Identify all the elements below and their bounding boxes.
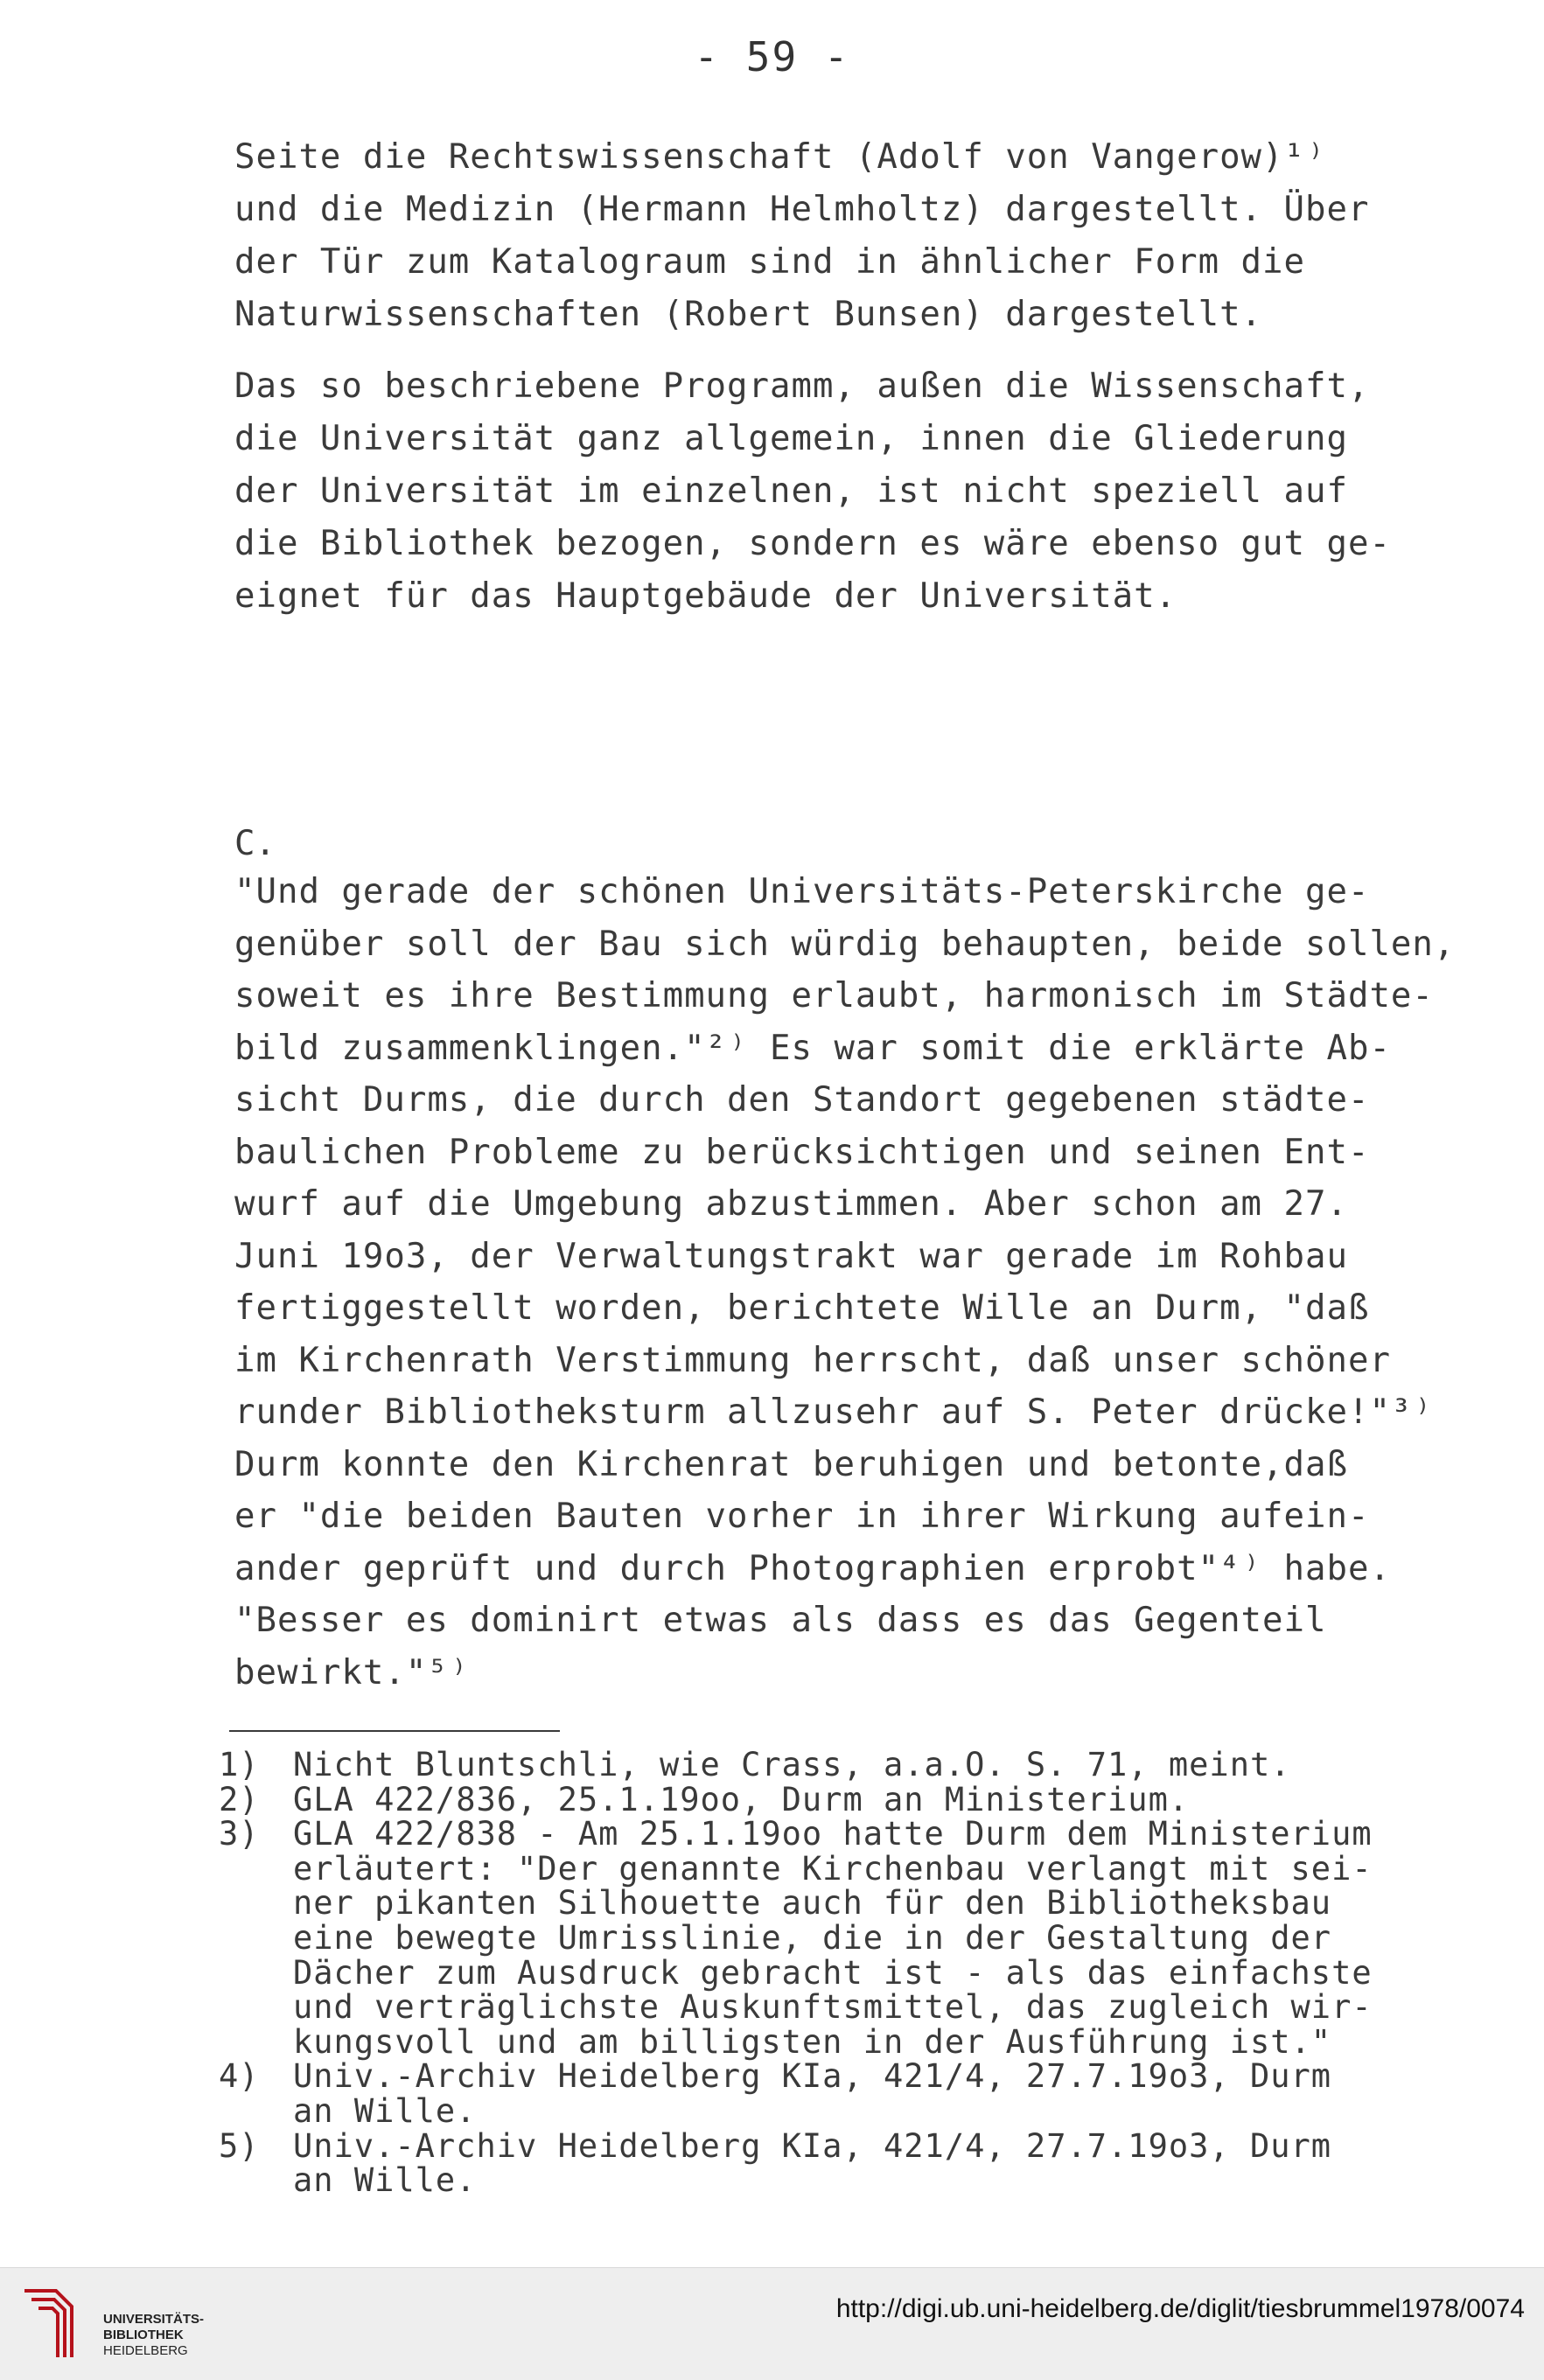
library-name: UNIVERSITÄTS- BIBLIOTHEK	[103, 2312, 205, 2342]
footnote-number: 5)	[219, 2126, 260, 2165]
text-line: runder Bibliotheksturm allzusehr auf S. Peter drücke!"³⁾	[234, 1392, 1434, 1432]
text-line: eignet für das Hauptgebäude der Universität.	[234, 576, 1177, 616]
text-line: baulichen Probleme zu berücksichtigen und seinen Ent-	[234, 1132, 1370, 1172]
text-line: Naturwissenschaften (Robert Bunsen) dargestellt.	[234, 295, 1263, 334]
footnote-text: Nicht Bluntschli, wie Crass, a.a.O. S. 71, meint.	[293, 1746, 1291, 1783]
section-label: C.	[234, 824, 276, 863]
footnote-text: an Wille.	[293, 2161, 477, 2200]
footnotes	[219, 1748, 1496, 2198]
text-line: Das so beschriebene Programm, außen die Wissenschaft,	[234, 366, 1370, 406]
text-line: im Kirchenrath Verstimmung herrscht, daß unser schöner	[234, 1340, 1391, 1380]
text-line: Juni 19o3, der Verwaltungstrakt war gerade im Rohbau	[234, 1236, 1348, 1276]
paragraph-1	[234, 131, 1477, 341]
footnote-text: GLA 422/838 - Am 25.1.19oo hatte Durm dem Ministerium	[293, 1815, 1373, 1853]
text-line: der Tür zum Katalograum sind in ähnlicher Form die	[234, 242, 1305, 282]
text-line: "Und gerade der schönen Universitäts-Peterskirche ge-	[234, 872, 1370, 911]
text-line: bild zusammenklingen."²⁾ Es war somit die erklärte Ab-	[234, 1028, 1391, 1068]
text-line: die Bibliothek bezogen, sondern es wäre ebenso gut ge-	[234, 524, 1391, 563]
footer-bar	[0, 2267, 1544, 2380]
footnote-number: 3)	[219, 1815, 260, 1853]
footnote	[219, 1748, 1496, 1783]
text-line: wurf auf die Umgebung abzustimmen. Aber schon am 27.	[234, 1184, 1348, 1224]
footnote-number: 2)	[219, 1780, 260, 1818]
text-line: "Besser es dominirt etwas als dass es das Gegenteil	[234, 1601, 1327, 1640]
footnote-number: 1)	[219, 1746, 260, 1783]
footnote	[219, 2126, 1496, 2200]
text-line: er "die beiden Bauten vorher in ihrer Wirkung aufein-	[234, 1497, 1370, 1536]
footnote-text: Dächer zum Ausdruck gebracht ist - als das einfachste	[293, 1953, 1373, 1992]
footnote-divider	[229, 1730, 560, 1732]
footnote-text: GLA 422/836, 25.1.19oo, Durm an Ministerium.	[293, 1780, 1190, 1818]
text-line: der Universität im einzelnen, ist nicht speziell auf	[234, 471, 1348, 511]
footnote-text: eine bewegte Umrisslinie, die in der Gestaltung der	[293, 1918, 1332, 1957]
page-number: - 59 -	[694, 33, 850, 80]
ub-heidelberg-logo-icon	[17, 2280, 80, 2368]
text-line: und die Medizin (Hermann Helmholtz) dargestellt. Über	[234, 190, 1370, 229]
source-url-link[interactable]: http://digi.ub.uni-heidelberg.de/diglit/tiesbrummel1978/0074	[835, 2294, 1525, 2323]
footnote-text: kungsvoll und am billigsten in der Ausführung ist."	[293, 2022, 1332, 2061]
text-line: bewirkt."⁵⁾	[234, 1652, 471, 1693]
footnote	[219, 1780, 1496, 1818]
text-line: Seite die Rechtswissenschaft (Adolf von Vangerow)¹⁾	[234, 137, 1327, 177]
footnote-text: erläutert: "Der genannte Kirchenbau verlangt mit sei-	[293, 1849, 1373, 1888]
text-line: ander geprüft und durch Photographien erprobt"⁴⁾ habe.	[234, 1548, 1391, 1588]
text-line: sicht Durms, die durch den Standort gegebenen städte-	[234, 1080, 1370, 1120]
library-city: HEIDELBERG	[103, 2343, 188, 2358]
footnote-text: und verträglichste Auskunftsmittel, das zugleich wir-	[293, 1988, 1373, 2027]
text-line: fertiggestellt worden, berichtete Wille an Durm, "daß	[234, 1288, 1370, 1328]
footnote-text: ner pikanten Silhouette auch für den Bibliotheksbau	[293, 1884, 1332, 1923]
text-line: soweit es ihre Bestimmung erlaubt, harmonisch im Städte-	[234, 976, 1434, 1016]
paragraph-2	[234, 360, 1477, 623]
footnote-text: Univ.-Archiv Heidelberg KIa, 421/4, 27.7.19o3, Durm	[293, 2126, 1332, 2165]
footnote-text: Univ.-Archiv Heidelberg KIa, 421/4, 27.7.19o3, Durm	[293, 2057, 1332, 2096]
library-logo[interactable]	[17, 2280, 205, 2368]
text-line: die Universität ganz allgemein, innen die Gliederung	[234, 419, 1348, 458]
text-line: genüber soll der Bau sich würdig behaupten, beide sollen,	[234, 924, 1456, 964]
footnote	[219, 1817, 1496, 2059]
footnote-number: 4)	[219, 2057, 260, 2096]
paragraph-3	[234, 866, 1477, 1699]
footnote	[219, 2059, 1496, 2128]
text-line: Durm konnte den Kirchenrat beruhigen und betonte,daß	[234, 1444, 1348, 1484]
footnote-text: an Wille.	[293, 2091, 477, 2130]
